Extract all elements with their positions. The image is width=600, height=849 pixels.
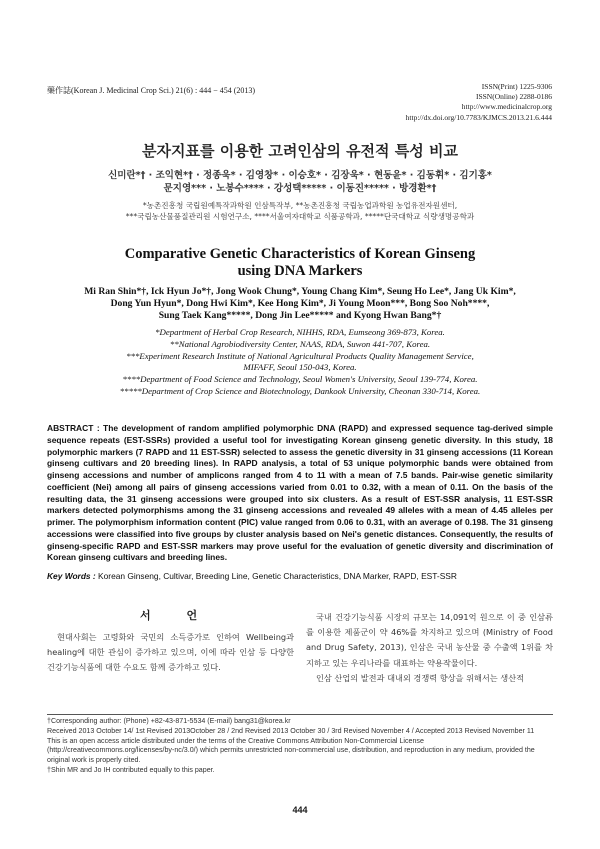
korean-authors-line-1: 신미란*† · 조익현*† · 정종욱* · 김영창* · 이승호* · 김장욱* · 현동윤* · 김동휘* · 김기홍*: [108, 170, 492, 181]
abstract-text: The development of random amplified polymorphic DNA (RAPD) and expressed sequence tag-derived simple sequence repeats (EST-SSRs) provided a useful tool for investigating Korean ginseng genetic diversity. In this study, 18 polymorphic markers (7 RAPD and 11 EST-SSR) selected to assess the genetic diversity in 31 ginseng accessions (11 Korean ginseng cultivars and 20 breeding lines). In RAPD analysis, a total of 53 unique polymorphic bands were obtained from ginseng accessions and number of amplicons ranged from 4 to 11 with a mean of 7.5 bands. Pair-wise genetic similarity coefficient (Nei) among all pairs of ginseng accessions varied from 0.01 to 0.32, with a mean of 0.11. On the basis of the resulting data, the 31 ginseng accessions were grouped into six clusters. As a result of EST-SSR analysis, 11 EST-SSR markers detected polymorphisms among the 31 ginseng accessions and revealed 49 alleles with a mean of 4.45 alleles per primer. The polymorphism information content (PIC) value ranged from 0.06 to 0.31, with an average of 0.198. The 31 ginseng accessions were classified into five groups by cluster analysis based on Nei's genetic distances. Consequently, the results of ginseng-specific RAPD and EST-SSR markers may prove useful for the evaluation of genetic diversity and discrimination of Korean ginseng cultivars and breeding lines.: [47, 423, 553, 563]
keywords-text: Korean Ginseng, Cultivar, Breeding Line, Genetic Characteristics, DNA Marker, RAPD, EST-SSR: [98, 571, 457, 581]
korean-title: 분자지표를 이용한 고려인삼의 유전적 특성 비교: [142, 142, 458, 160]
intro-paragraph: 현대사회는 고령화와 국민의 소득증가로 인하여 Wellbeing과 healing에 대한 관심이 증가하고 있으며, 이에 따라 인삼 등 다양한 건강기능식품에 대한 수요도 함께 증가하고 있다.: [47, 632, 294, 673]
issn-online: ISSN(Online) 2288-0186: [475, 92, 552, 102]
english-affil-line-2: **National Agrobiodiversity Center, NAAS, RDA, Suwon 441-707, Korea.: [169, 338, 431, 349]
korean-affil-line-2: ***국립농산물품질관리원 시험연구소, ****서울여자대학교 식품공학과, *****단국대학교 식량생명공학과: [125, 211, 475, 221]
journal-citation: 藥作誌(Korean J. Medicinal Crop Sci.) 21(6) : 444 − 454 (2013): [47, 86, 256, 95]
intro-paragraph: 인삼 산업의 발전과 대내외 경쟁력 향상을 위해서는 생산적: [316, 672, 525, 683]
english-authors: [40, 286, 560, 323]
english-authors-line-1: Mi Ran Shin*†, Ick Hyun Jo*†, Jong Wook Chung*, Young Chang Kim*, Seung Ho Lee*, Jang Uk Kim*,: [84, 286, 516, 297]
english-title-line-1: Comparative Genetic Characteristics of Korean Ginseng: [124, 246, 476, 262]
korean-authors-line-2: 문지영*** · 노봉수**** · 강성택***** · 이동진***** · 방경환*†: [163, 182, 437, 194]
korean-affil-line-1: *농촌진흥청 국립원예특작과학원 인삼특작부, **농촌진흥청 국립농업과학원 농업유전자원센터,: [142, 201, 458, 210]
english-title: [0, 246, 600, 280]
english-authors-line-3: Sung Taek Kang*****, Dong Jin Lee***** and Kyong Hwan Bang*†: [158, 310, 442, 322]
abstract-label: ABSTRACT :: [47, 423, 100, 433]
keywords-label: Key Words :: [47, 571, 96, 581]
corresponding-author: †Corresponding author: (Phone) +82-43-871-5534 (E-mail) bang31@korea.kr: [47, 717, 291, 725]
korean-authors: [70, 170, 530, 195]
received-dates: Received 2013 October 14/ 1st Revised 2013October 28 / 2nd Revised 2013 October 30 / 3rd Revised November 4 / Accepted 2013 Revised November 11: [47, 726, 535, 735]
footnotes: [47, 717, 553, 776]
doi-link: http://dx.doi.org/10.7783/KJMCS.2013.21.6.444: [405, 112, 552, 122]
intro-paragraph: 국내 건강기능식품 시장의 규모는 14,091억 원으로 이 중 인삼류를 이용한 제품군이 약 46%를 차지하고 있으며 (Ministry of Food and Drug Safety, 2013), 인삼은 국내 농산물 중 수출액 1위를 차지하고 있는 우리나라를 대표하는 약용작물이다.: [306, 612, 553, 668]
english-affil-line-4: MIFAFF, Seoul 150-043, Korea.: [243, 362, 357, 373]
english-affil-line-5: ****Department of Food Science and Technology, Seoul Women's University, Seoul 139-774, Korea.: [122, 374, 478, 385]
issn-print: ISSN(Print) 1225-9306: [481, 82, 552, 91]
journal-info: [406, 82, 552, 123]
keywords: [47, 571, 553, 581]
intro-column-2: [306, 610, 553, 686]
english-title-line-2: using DNA Markers: [237, 263, 363, 279]
footnote-divider: [47, 714, 553, 715]
introduction-heading: 서 언: [140, 609, 214, 622]
equal-contribution-note: †Shin MR and Jo IH contributed equally to this paper.: [47, 765, 215, 774]
english-affil-line-3: ***Experiment Research Institute of National Agricultural Products Quality Management Service,: [126, 350, 474, 361]
english-affiliations: [40, 327, 560, 398]
korean-affiliations: [40, 201, 560, 222]
english-affil-line-6: *****Department of Crop Science and Biotechnology, Dankook University, Cheonan 330-714, Korea.: [119, 385, 481, 396]
license-note: This is an open access article distributed under the terms of the Creative Commons Attribution Non-Commercial License (http://creativecommons.org/licenses/by-nc/3.0/) which permits unrestricted non-commercial use, distribution, and reproduction in any medium, provided the original work is properly cited.: [47, 736, 535, 765]
abstract: [47, 423, 553, 564]
page-number: 444: [292, 805, 308, 815]
intro-column-1: [47, 630, 294, 676]
english-affil-line-1: *Department of Herbal Crop Research, NIHHS, RDA, Eumseong 369-873, Korea.: [155, 327, 445, 337]
journal-website: http://www.medicinalcrop.org: [461, 102, 552, 112]
english-authors-line-2: Dong Yun Hyun*, Dong Hwi Kim*, Kee Hong Kim*, Ji Young Moon***, Bong Soo Noh****,: [110, 298, 490, 310]
